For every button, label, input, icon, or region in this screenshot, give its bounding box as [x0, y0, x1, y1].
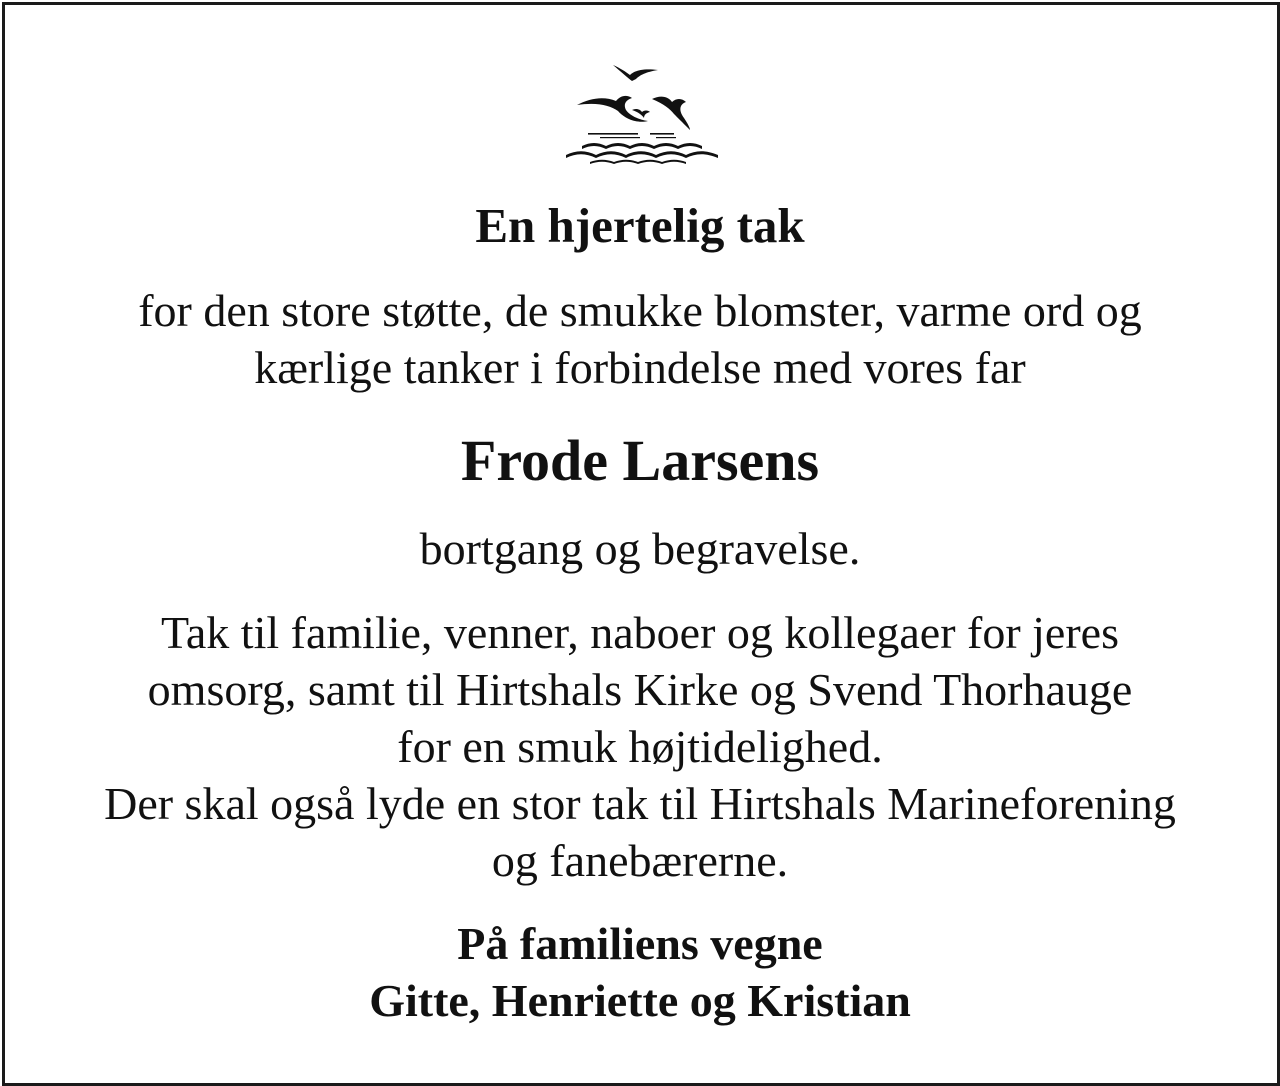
thanks-line: og fanebærerne.	[491, 835, 789, 886]
deceased-name: Frode Larsens	[460, 428, 820, 493]
notice-heading: En hjertelig tak	[475, 198, 805, 253]
thanks-line: Tak til familie, venner, naboer og kollegaer for jeres	[161, 607, 1119, 658]
signature-names: Gitte, Henriette og Kristian	[369, 975, 911, 1026]
thanks-paragraph	[0, 604, 1280, 889]
intro-line: for den store støtte, de smukke blomster, varme ord og	[138, 285, 1142, 336]
thanks-line: Der skal også lyde en stor tak til Hirtshals Marineforening	[104, 778, 1176, 829]
seagulls-over-waves-icon	[560, 58, 725, 168]
signature-block	[0, 915, 1280, 1029]
intro-paragraph	[0, 282, 1280, 396]
occasion-text: bortgang og begravelse.	[419, 523, 861, 574]
intro-line: kærlige tanker i forbindelse med vores far	[254, 342, 1026, 393]
thanks-line: for en smuk højtidelighed.	[397, 721, 883, 772]
thanks-line: omsorg, samt til Hirtshals Kirke og Svend Thorhauge	[147, 664, 1133, 715]
signature-on-behalf: På familiens vegne	[457, 918, 823, 969]
